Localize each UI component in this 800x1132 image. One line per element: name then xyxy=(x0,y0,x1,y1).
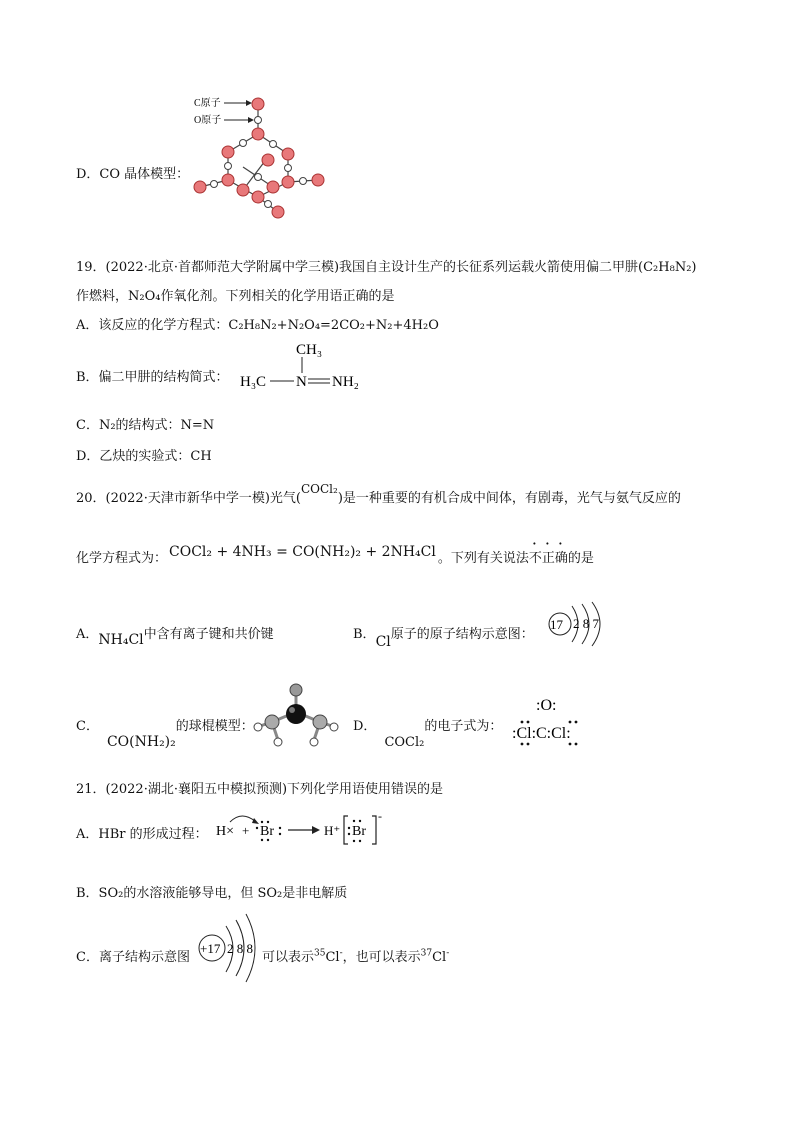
q20-option-c-formula: CO(NH₂)₂ xyxy=(106,734,176,750)
q21-option-c-text1: 可以表示 xyxy=(262,950,315,965)
q20-stem-part2: )是一种重要的有机合成中间体，有剧毒，光气与氨气反应的 xyxy=(337,491,681,506)
q20-stem-part1: 20．(2022·天津市新华中学一模)光气( xyxy=(76,491,301,506)
q20-option-a-formula: NH₄Cl xyxy=(98,632,144,648)
dimethylhydrazine-structure xyxy=(238,340,368,392)
isotope-35-symbol: Cl xyxy=(325,950,340,965)
urea-ball-stick-model xyxy=(250,680,342,752)
q21-option-b: B．SO₂的水溶液能够导电，但 SO₂是非电解质 xyxy=(76,886,348,901)
cocl2-electron-formula xyxy=(508,692,598,746)
q20-option-b xyxy=(353,623,534,650)
structure-top-ch3: CH₃ xyxy=(296,342,323,358)
q20-stem-line1 xyxy=(76,482,681,506)
q19-stem-line2: 作燃料，N₂O₄作氧化剂。下列相关的化学用语正确的是 xyxy=(76,289,395,304)
q19-option-d: D．乙炔的实验式：CH xyxy=(76,449,212,464)
q20-option-c-text: 的球棍模型： xyxy=(175,719,254,734)
isotope-37-charge: - xyxy=(446,948,450,959)
emphasis-char-1: 不 xyxy=(528,551,542,566)
emphasis-char-3: 确 xyxy=(554,551,568,566)
q21-option-c-text xyxy=(262,946,449,965)
hbr-br-charge: - xyxy=(378,809,382,823)
q20-equation: COCl₂ + 4NH₃ = CO(NH₂)₂ + 2NH₄Cl xyxy=(169,544,436,560)
q20-option-c-label: C． xyxy=(76,719,99,734)
hbr-br-ion: Br xyxy=(352,824,366,839)
chloride-nucleus-charge: +17 xyxy=(200,941,221,956)
structure-left-h3c: H₃C xyxy=(240,374,267,390)
q20-stem-line2 xyxy=(76,544,594,566)
q21-option-a-label: A．HBr 的形成过程： xyxy=(76,827,208,842)
cl-nucleus-charge: 17 xyxy=(550,617,563,632)
q20-cocl2-formula: COCl₂ xyxy=(300,482,338,496)
hbr-plus: + xyxy=(242,823,250,838)
hbr-h-atom: H× xyxy=(216,824,235,839)
isotope-37-symbol: Cl xyxy=(432,950,447,965)
q20-option-c xyxy=(76,715,254,750)
hbr-br-atom: Br xyxy=(260,824,274,839)
q18-option-d-label: D．CO 晶体模型： xyxy=(76,167,190,182)
q20-option-a xyxy=(76,623,274,648)
isotope-37-mass: 37 xyxy=(420,948,433,959)
q21-option-c-label: C．离子结构示意图 xyxy=(76,950,190,965)
q20-stem-line2-prefix: 化学方程式为： xyxy=(76,551,168,566)
isotope-35-charge: - xyxy=(339,948,343,959)
chloride-ion-structure-diagram xyxy=(196,904,268,984)
q20-option-d-formula: COCl₂ xyxy=(384,735,425,750)
q21-stem: 21．(2022·湖北·襄阳五中模拟预测)下列化学用语使用错误的是 xyxy=(76,782,444,797)
q20-option-d-label: D． xyxy=(353,719,377,734)
co-crystal-model-figure xyxy=(188,92,328,222)
electron-formula-o: :O: xyxy=(536,697,557,714)
q20-stem-line2-suffix-b: 的是 xyxy=(567,551,594,566)
structure-right-nh2: NH₂ xyxy=(332,374,359,390)
q20-option-b-text: 原子的原子结构示意图： xyxy=(390,627,534,642)
q20-option-d-text: 的电子式为： xyxy=(424,719,503,734)
q20-option-a-label: A． xyxy=(76,627,99,642)
q20-option-b-label: B． xyxy=(353,627,376,642)
q19-option-b: B．偏二甲肼的结构简式： xyxy=(76,370,229,385)
q20-stem-line2-suffix-a: 。下列有关说法 xyxy=(437,551,529,566)
q20-option-d xyxy=(353,715,503,750)
c-atom-label: C原子 xyxy=(194,98,221,109)
q19-option-c: C．N₂的结构式：N=N xyxy=(76,418,215,433)
cl-atom-structure-diagram xyxy=(546,600,616,648)
q21-option-c-text2: ，也可以表示 xyxy=(342,950,421,965)
q19-stem-line1: 19．(2022·北京·首都师范大学附属中学三模)我国自主设计生产的长征系列运载火箭使用偏二甲肼(C₂H₈N₂) xyxy=(76,260,697,275)
cl-shell-electrons: 2 8 7 xyxy=(573,616,599,631)
hbr-formation-diagram xyxy=(212,808,392,848)
q20-option-a-text: 中含有离子键和共价键 xyxy=(143,627,274,642)
emphasis-char-2: 正 xyxy=(541,551,555,566)
o-atom-label: O原子 xyxy=(194,115,222,126)
q20-option-b-formula: Cl xyxy=(375,634,391,650)
isotope-35-mass: 35 xyxy=(314,948,326,959)
structure-n: N xyxy=(296,374,307,390)
hbr-h-ion: H⁺ xyxy=(324,823,341,838)
electron-formula-main: :Cl:C:Cl: xyxy=(512,725,571,742)
q19-option-a: A．该反应的化学方程式：C₂H₈N₂+N₂O₄=2CO₂+N₂+4H₂O xyxy=(76,318,439,333)
chloride-shell-electrons: 2 8 8 xyxy=(227,941,253,956)
